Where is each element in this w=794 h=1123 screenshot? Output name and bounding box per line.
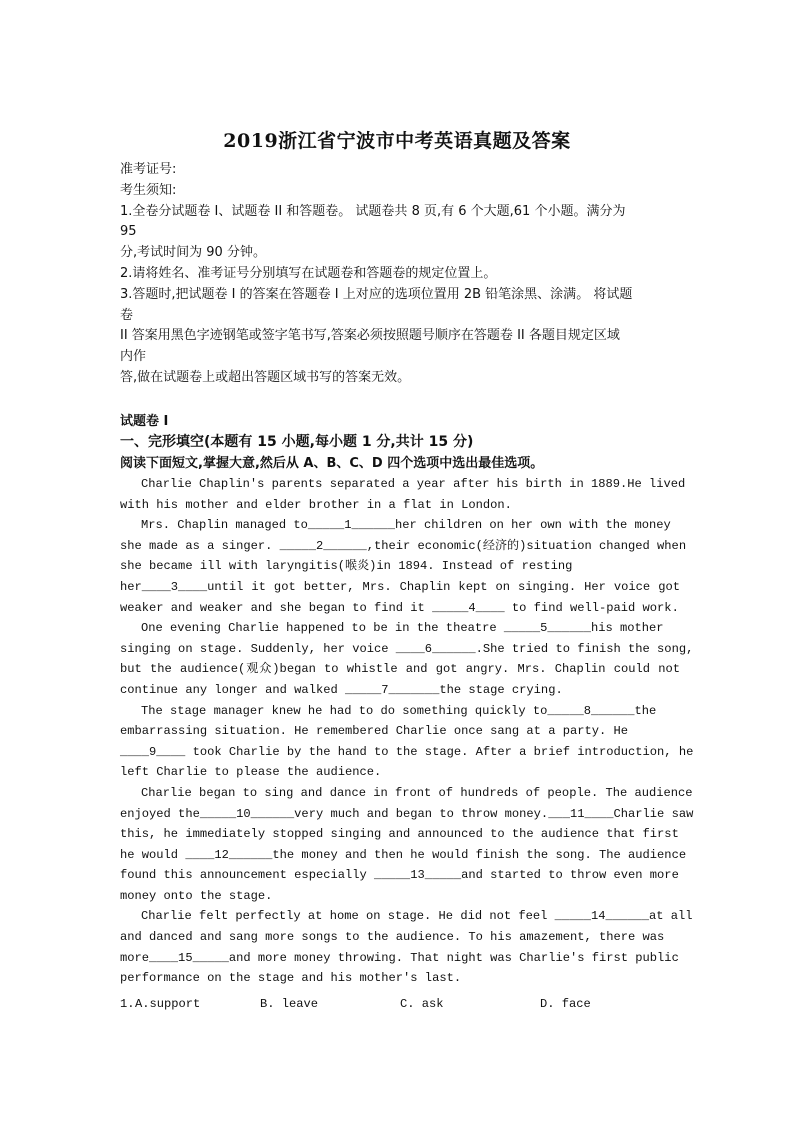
question-1-options <box>120 994 680 1014</box>
passage-line: money onto the stage. <box>120 888 273 903</box>
passage-line: continue any longer and walked _____7_______the stage crying. <box>120 682 563 697</box>
notice-line: 1.全卷分试题卷 I、试题卷 II 和答题卷。 试题卷共 8 页,有 6 个大题,61 个小题。满分为 <box>120 203 626 219</box>
notice-line: 考生须知: <box>120 182 177 198</box>
passage-line: performance on the stage and his mother's last. <box>120 971 462 986</box>
option-b: B. leave <box>260 997 319 1011</box>
notice-line: 答,做在试题卷上或超出答题区域书写的答案无效。 <box>120 369 411 385</box>
part-instruction: 阅读下面短文,掌握大意,然后从 A、B、C、D 四个选项中选出最佳选项。 <box>120 456 544 471</box>
passage-line: Charlie Chaplin's parents separated a year after his birth in 1889.He lived <box>141 477 686 491</box>
notice-line: 95 <box>120 224 137 240</box>
passage-line: he would ____12______the money and then he would finish the song. The audience <box>120 847 687 862</box>
passage-line: but the audience(观众)began to whistle and got angry. Mrs. Chaplin could not <box>120 662 680 677</box>
cloze-passage <box>120 474 694 989</box>
passage-line: with his mother and elder brother in a flat in London. <box>120 497 512 512</box>
passage-line: One evening Charlie happened to be in the theatre _____5______his mother <box>141 621 664 636</box>
option-d: D. face <box>540 997 591 1011</box>
question-number: 1. <box>120 997 135 1011</box>
part-heading: 一、完形填空(本题有 15 小题,每小题 1 分,共计 15 分) <box>120 434 474 450</box>
passage-line: singing on stage. Suddenly, her voice ____6______.She tried to finish the song, <box>120 641 694 656</box>
passage-line: embarrassing situation. He remembered Charlie once sang at a party. He <box>120 724 629 739</box>
passage-line: her____3____until it got better, Mrs. Chaplin kept on singing. Her voice got <box>120 579 680 594</box>
option-c: C. ask <box>400 997 444 1011</box>
passage-line: ____9____ took Charlie by the hand to the stage. After a brief introduction, he <box>120 744 694 759</box>
passage-line: enjoyed the_____10______very much and began to throw money.___11____Charlie saw <box>120 806 694 821</box>
passage-line: more____15_____and more money throwing. That night was Charlie's first public <box>120 950 679 965</box>
notice-line: 卷 <box>120 307 134 323</box>
passage-line: The stage manager knew he had to do something quickly to_____8______the <box>141 703 657 718</box>
passage-line: she became ill with laryngitis(喉炎)in 1894. Instead of resting <box>120 559 573 574</box>
passage-line: weaker and weaker and she began to find it _____4____ to find well-paid work. <box>120 600 679 615</box>
exam-title: 2019浙江省宁波市中考英语真题及答案 <box>223 130 571 152</box>
passage-line: found this announcement especially _____13_____and started to throw even more <box>120 868 679 883</box>
notice-line: 分,考试时间为 90 分钟。 <box>120 245 266 261</box>
passage-line: she made as a singer. _____2______,their economic(经济的)situation changed when <box>120 538 687 553</box>
option-a: A.support <box>135 997 201 1011</box>
exam-notice <box>120 160 680 389</box>
notice-line: 3.答题时,把试题卷 I 的答案在答题卷 I 上对应的选项位置用 2B 铅笔涂黑、涂满。 将试题 <box>120 286 633 302</box>
passage-line: Charlie felt perfectly at home on stage. He did not feel _____14______at all <box>141 909 693 924</box>
passage-line: Mrs. Chaplin managed to_____1______her children on her own with the money <box>141 518 671 533</box>
notice-line: 准考证号: <box>120 162 177 177</box>
notice-line: 2.请将姓名、准考证号分别填写在试题卷和答题卷的规定位置上。 <box>120 265 497 281</box>
passage-line: this, he immediately stopped singing and announced to the audience that first <box>120 827 679 842</box>
passage-line: and danced and sang more songs to the audience. To his amazement, there was <box>120 930 665 945</box>
passage-line: Charlie began to sing and dance in front of hundreds of people. The audience <box>141 785 693 800</box>
passage-line: left Charlie to please the audience. <box>120 765 382 780</box>
notice-line: 内作 <box>120 349 147 365</box>
notice-line: II 答案用黑色字迹钢笔或签字笔书写,答案必须按照题号顺序在答题卷 II 各题目规定区域 <box>120 328 620 344</box>
paper-label: 试题卷 I <box>120 414 169 429</box>
